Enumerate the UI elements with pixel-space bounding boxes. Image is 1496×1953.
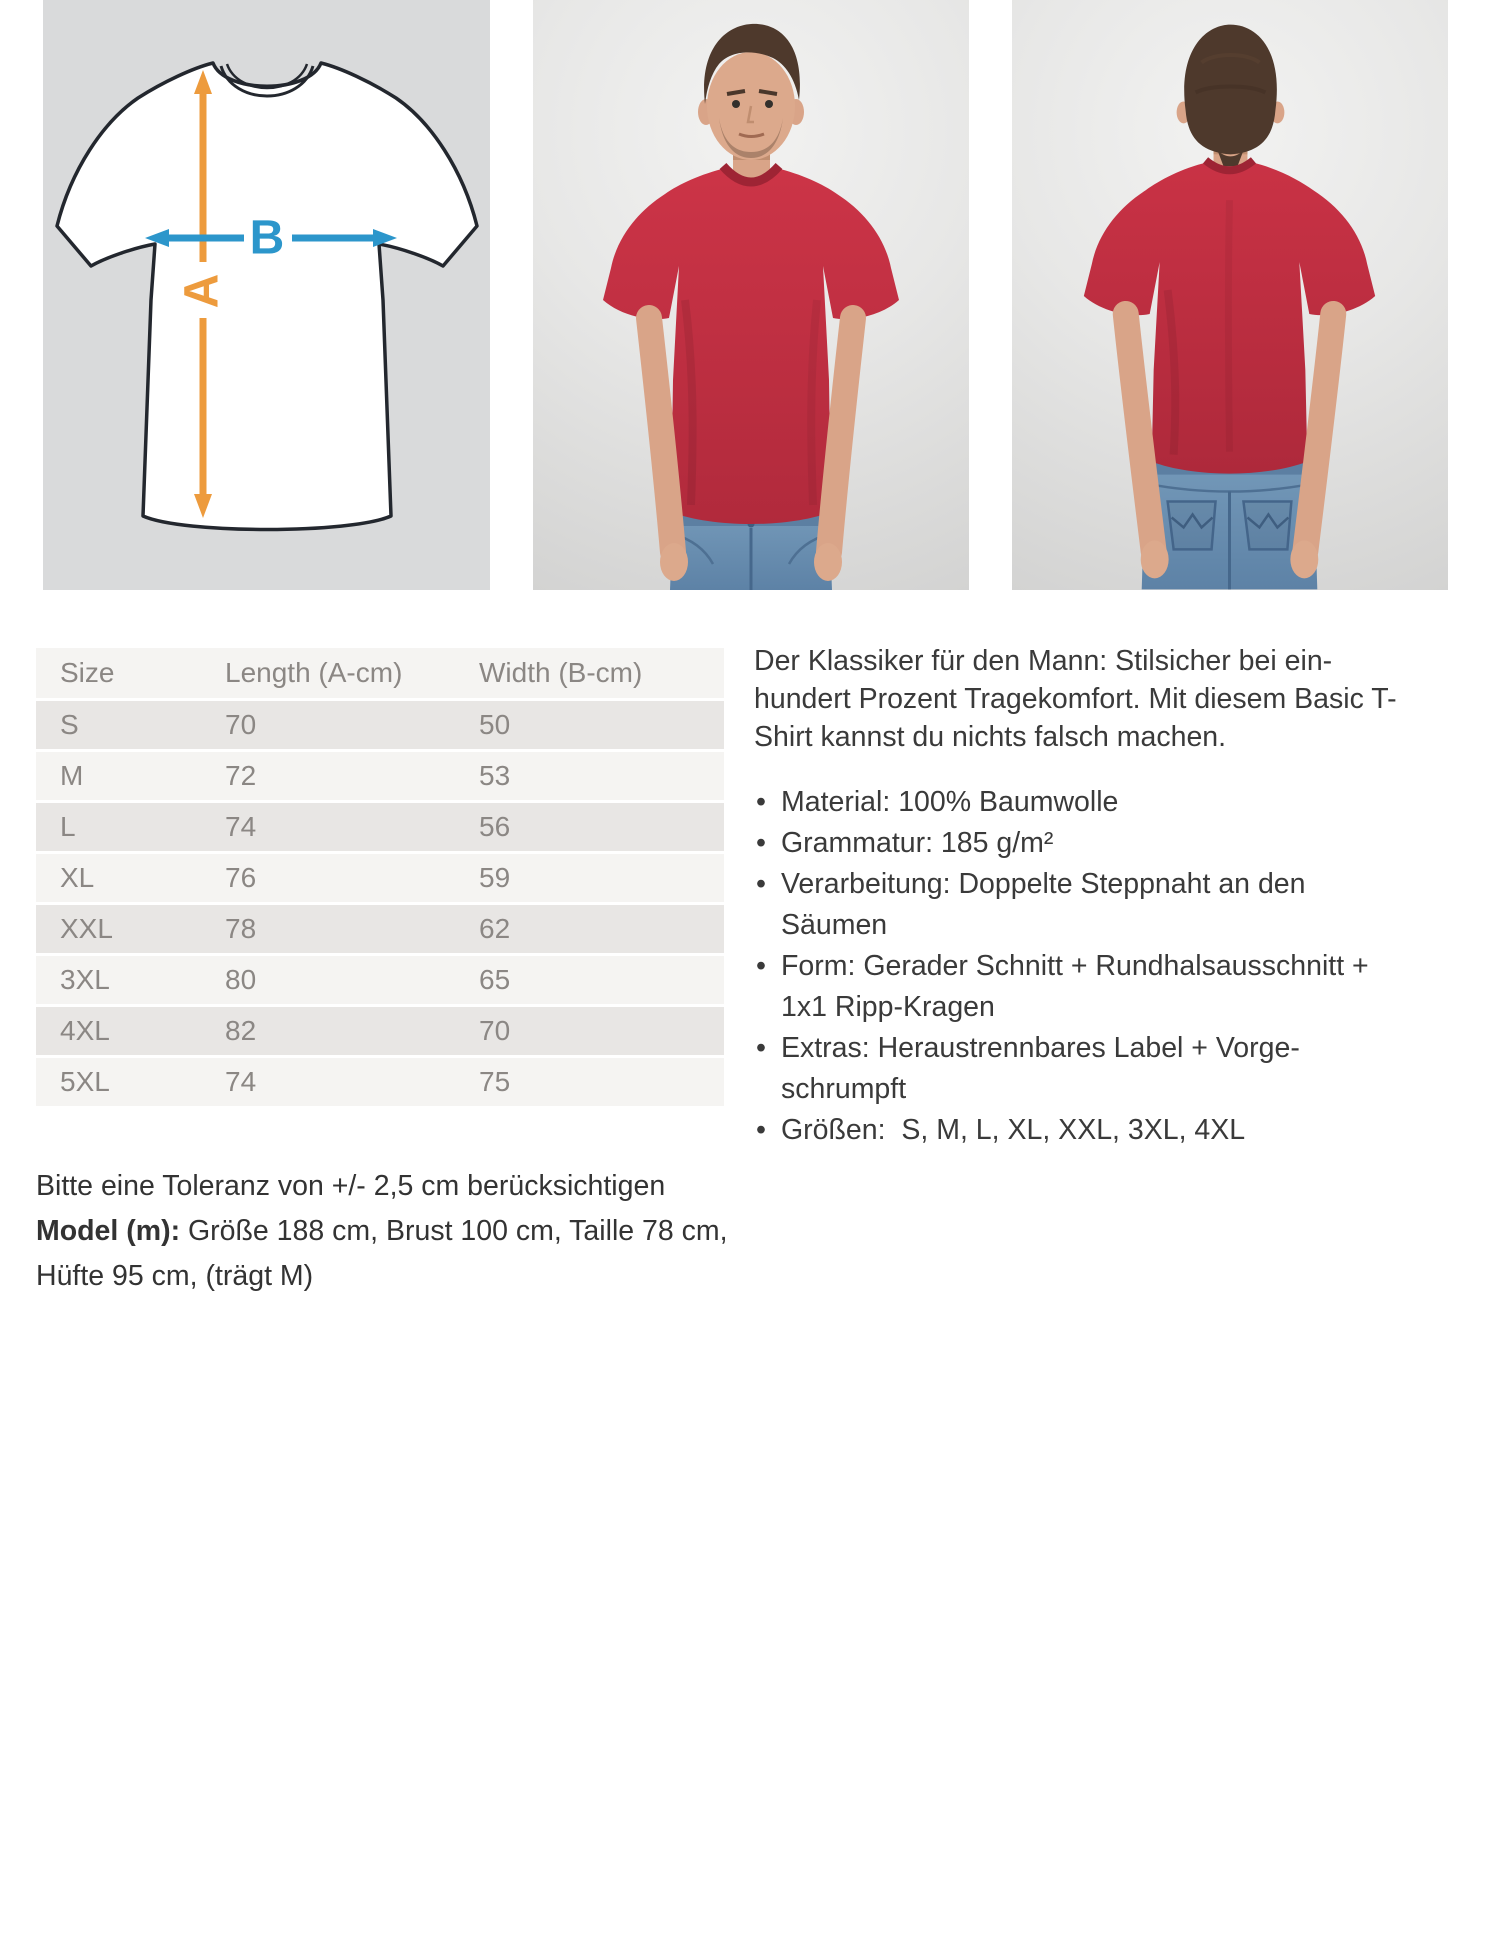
description-bullet: • Verarbeitung: Doppelte Steppnaht an den Säumen xyxy=(754,864,1404,946)
width-cell: 56 xyxy=(479,811,511,842)
size-table-row xyxy=(36,1007,724,1055)
size-table-row xyxy=(36,803,724,851)
column-header-size: Size xyxy=(60,657,115,688)
column-header-length: Length (A-cm) xyxy=(225,657,403,688)
description-bullet: • Grammatur: 185 g/m² xyxy=(754,823,1404,864)
size-cell: 3XL xyxy=(60,964,110,995)
measurement-notes xyxy=(36,1164,730,1299)
model-note-text: Größe 188 cm, Brust 100 cm, Taille 78 cm, Hüfte 95 cm, (trägt M) xyxy=(36,1215,728,1292)
model-front-photo xyxy=(533,0,969,590)
length-cell: 74 xyxy=(225,1066,257,1097)
tolerance-note: Bitte eine Toleranz von +/- 2,5 cm berücksichtigen xyxy=(36,1170,666,1202)
size-cell: XXL xyxy=(60,913,113,944)
model-head-back xyxy=(1177,25,1285,181)
size-table-row xyxy=(36,905,724,953)
description-bullet-list xyxy=(754,782,1404,1151)
column-header-width: Width (B-cm) xyxy=(479,657,643,688)
size-table-row xyxy=(36,701,724,749)
description-bullet: • Material: 100% Baumwolle xyxy=(754,782,1404,823)
size-table-row xyxy=(36,956,724,1004)
length-cell: 80 xyxy=(225,964,257,995)
width-cell: 53 xyxy=(479,760,511,791)
length-cell: 76 xyxy=(225,862,257,893)
width-cell: 50 xyxy=(479,709,511,740)
tshirt-outline xyxy=(57,63,477,530)
length-cell: 74 xyxy=(225,811,257,842)
description-intro: Der Klassiker für den Mann: Stilsicher bei einhundert Prozent Tragekomfort. Mit diesem Basic T-Shirt kannst du nichts falsch machen. xyxy=(754,645,1397,753)
description-bullet: • Größen: S, M, L, XL, XXL, 3XL, 4XL xyxy=(754,1110,1404,1151)
model-note xyxy=(36,1209,730,1299)
length-cell: 72 xyxy=(225,760,257,791)
size-table xyxy=(36,648,724,1109)
width-cell: 62 xyxy=(479,913,511,944)
description-bullet: • Form: Gerader Schnitt + Rundhalsausschnitt + 1x1 Ripp-Kragen xyxy=(754,946,1404,1028)
size-cell: L xyxy=(60,811,76,842)
length-label-a: A xyxy=(175,273,229,309)
model-back-photo xyxy=(1012,0,1448,590)
width-cell: 65 xyxy=(479,964,511,995)
description-bullet: • Extras: Heraustrennbares Label + Vorgeschrumpft xyxy=(754,1028,1404,1110)
size-cell: M xyxy=(60,760,84,791)
model-head-front xyxy=(698,24,804,182)
product-description xyxy=(754,642,1404,1151)
size-cell: S xyxy=(60,709,79,740)
tshirt-measurement-diagram xyxy=(43,0,490,590)
size-table-header-row xyxy=(36,648,724,698)
width-cell: 75 xyxy=(479,1066,511,1097)
size-table-body xyxy=(36,701,724,1106)
model-note-label: Model (m): xyxy=(36,1215,181,1247)
width-label-b: B xyxy=(249,211,285,265)
size-table-row xyxy=(36,1058,724,1106)
width-cell: 70 xyxy=(479,1015,511,1046)
model-back-illustration xyxy=(1012,0,1448,590)
width-cell: 59 xyxy=(479,862,511,893)
length-cell: 78 xyxy=(225,913,257,944)
length-cell: 70 xyxy=(225,709,257,740)
length-cell: 82 xyxy=(225,1015,257,1046)
size-cell: XL xyxy=(60,862,95,893)
model-front-illustration xyxy=(533,0,969,590)
size-cell: 4XL xyxy=(60,1015,110,1046)
size-table-row xyxy=(36,752,724,800)
size-cell: 5XL xyxy=(60,1066,110,1097)
size-diagram-image xyxy=(43,0,490,590)
jeans-back xyxy=(1142,462,1318,590)
product-image-gallery xyxy=(43,0,1448,590)
size-table-row xyxy=(36,854,724,902)
